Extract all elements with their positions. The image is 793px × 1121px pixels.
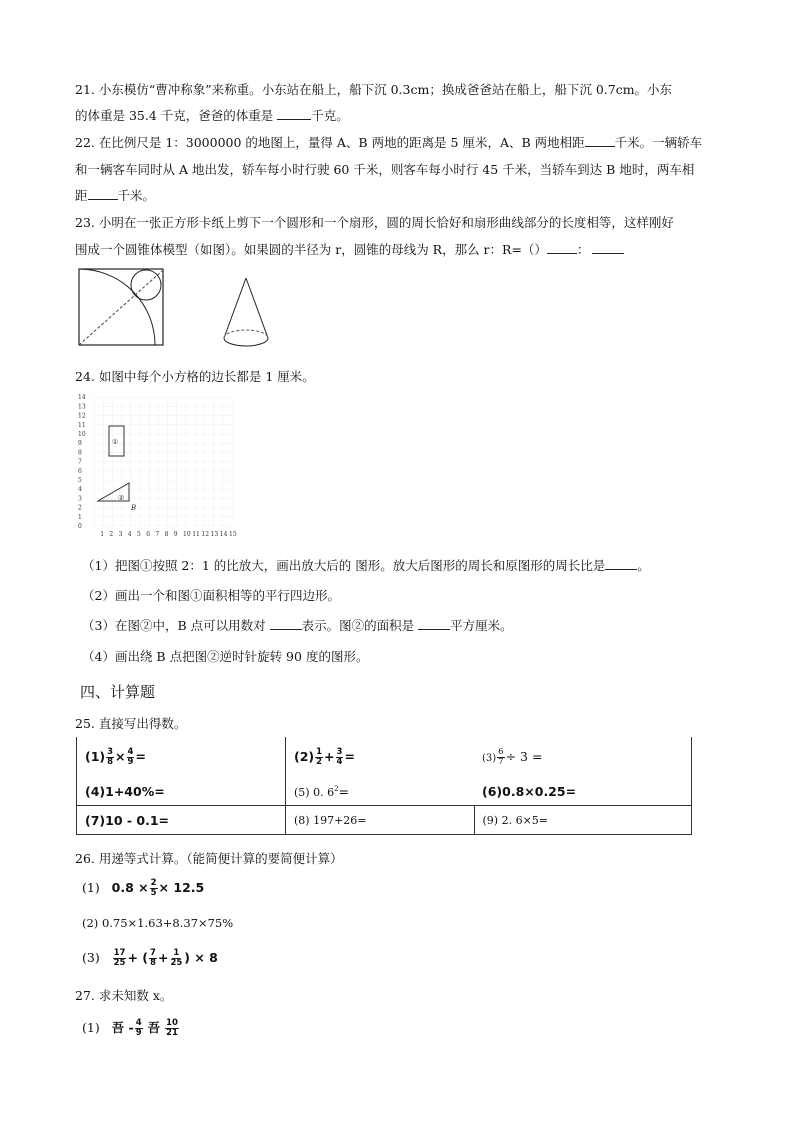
- cone-figure: [220, 276, 272, 350]
- q26-p2: (2) 0.75×1.63+8.37×75%: [82, 916, 234, 930]
- q22-line2: 和一辆客车同时从 A 地出发，轿车每小时行驶 60 千米，则客车每小时行 45 千米，当轿车到达 B 地时，两车相: [75, 162, 695, 177]
- answer-blank[interactable]: [605, 557, 637, 570]
- q24-sub1-text: （1）把图①按照 2：1 的比放大，画出放大后的 图形。放大后图形的周长和原图形的周长比是: [82, 558, 606, 573]
- y-tick-label: 1: [78, 513, 82, 521]
- y-tick-label: 0: [78, 523, 82, 530]
- q22-line3: [75, 186, 155, 204]
- y-tick-label: 2: [78, 504, 82, 512]
- q26-p3: (3) $\frac{17}{25}$ + ( $\frac{7}{8}$ + $\frac{1}{25}$ ) × 8: [82, 948, 218, 968]
- q26-p1: (1) 0.8 × $\frac{2}{5}$ × 12.5: [82, 878, 205, 898]
- q27-title: 27. 求未知数 x。: [75, 988, 173, 1003]
- y-tick-label: 5: [78, 477, 82, 484]
- q23-line2: [75, 240, 624, 258]
- x-tick-label: 10: [183, 531, 191, 538]
- answer-blank[interactable]: [547, 241, 577, 254]
- x-tick-label: 7: [155, 531, 160, 538]
- q26-title: 26. 用递等式计算。（能简便计算的要简便计算）: [75, 851, 343, 866]
- q24-sub1-end: 。: [637, 558, 650, 573]
- x-tick-label: 6: [146, 531, 151, 538]
- calc-cell-8: (8) 197+26=: [286, 806, 475, 835]
- q24-sub3: [82, 616, 513, 634]
- x-tick-label: 13: [210, 531, 219, 538]
- answer-blank[interactable]: [88, 187, 118, 200]
- q23-colon: ：: [576, 242, 590, 257]
- x-tick-label: 2: [109, 531, 114, 538]
- answer-blank[interactable]: [592, 241, 624, 254]
- y-tick-label: 11: [78, 421, 86, 429]
- calc-cell-6: (6)0.8×0.25=: [474, 777, 692, 806]
- answer-blank[interactable]: [270, 617, 302, 630]
- answer-blank[interactable]: [585, 134, 615, 147]
- y-tick-label: 6: [78, 467, 82, 475]
- x-tick-label: 15: [229, 531, 237, 538]
- x-tick-label: 3: [118, 531, 123, 538]
- q22-text2: 千米。一辆轿车: [614, 135, 703, 150]
- q22-line1: [75, 133, 702, 151]
- y-tick-label: 10: [78, 431, 86, 438]
- point-b-label: B: [131, 504, 137, 512]
- q27-p1: (1) 吾 - $\frac{4}{9}$ 吾 $\frac{10}{21}$: [82, 1018, 178, 1038]
- answer-blank[interactable]: [418, 617, 450, 630]
- y-tick-label: 9: [78, 440, 82, 448]
- calc-cell-5: (5) 0. $6^2=$: [286, 777, 475, 806]
- q24-sub3-text: （3）在图②中，B 点可以用数对: [82, 618, 270, 633]
- calc-cell-9: (9) 2. 6×5=: [474, 806, 692, 835]
- q23-text: 围成一个圆锥体模型（如图）。如果圆的半径为 r，圆锥的母线为 R，那么 r：R=（）: [75, 242, 547, 257]
- answer-blank[interactable]: [277, 107, 311, 120]
- calc-table: [76, 737, 692, 835]
- calc-cell-7: (7)10 - 0.1=: [77, 806, 286, 835]
- y-tick-label: 12: [78, 412, 86, 420]
- q22-text: 22. 在比例尺是 1：3000000 的地图上，量得 A、B 两地的距离是 5 厘米，A、B 两地相距: [75, 135, 585, 150]
- q24-sub3-unit: 平方厘米。: [450, 618, 513, 633]
- y-tick-label: 7: [78, 458, 82, 466]
- q22-unit: 千米。: [117, 188, 156, 203]
- q24-sub4: （4）画出绕 B 点把图②逆时针旋转 90 度的图形。: [82, 649, 369, 664]
- x-tick-label: 9: [173, 531, 178, 538]
- y-tick-label: 4: [78, 486, 82, 494]
- y-tick-label: 13: [78, 403, 86, 411]
- y-tick-label: 3: [78, 495, 82, 503]
- x-tick-label: 12: [201, 531, 210, 538]
- x-tick-label: 14: [219, 531, 228, 538]
- q24-sub2: （2）画出一个和图①面积相等的平行四边形。: [82, 588, 340, 603]
- q21-text: 的体重是 35.4 千克，爸爸的体重是: [75, 108, 278, 123]
- shape-1-label: ①: [112, 438, 119, 446]
- q21-line1: 21. 小东模仿“曹冲称象”来称重。小东站在船上，船下沉 0.3cm；换成爸爸站在船上，船下沉 0.7cm。小东: [75, 82, 673, 97]
- x-tick-label: 8: [164, 531, 169, 538]
- q25-title: 25. 直接写出得数。: [75, 716, 187, 731]
- x-tick-label: 5: [137, 531, 141, 538]
- shape-2-label: ②: [118, 494, 125, 502]
- q24-sub3-text2: 表示。图②的面积是: [301, 618, 419, 633]
- x-tick-label: 11: [192, 531, 200, 538]
- q24-title: 24. 如图中每个小方格的边长都是 1 厘米。: [75, 369, 315, 384]
- calc-cell-4: (4)1+40%=: [77, 777, 286, 806]
- y-tick-label: 8: [78, 449, 82, 457]
- q24-sub1: [82, 556, 650, 574]
- calc-cell-3: (3) $\frac{6}{7}$ ÷ 3 =: [474, 737, 692, 777]
- q22-text3: 距: [75, 188, 88, 203]
- section-title: 四、计算题: [80, 683, 156, 701]
- q21-line2: [75, 106, 349, 124]
- q23-line1: 23. 小明在一张正方形卡纸上剪下一个圆形和一个扇形，圆的周长恰好和扇形曲线部分的长度相等，这样刚好: [75, 215, 674, 230]
- x-tick-label: 4: [127, 531, 132, 538]
- square-card-figure: [78, 268, 168, 348]
- x-tick-label: 1: [100, 531, 105, 538]
- q21-unit: 千克。: [311, 108, 349, 123]
- calc-cell-1: (1) $\frac{3}{8}$ × $\frac{4}{9}$ =: [77, 737, 286, 777]
- y-tick-label: 14: [78, 394, 86, 402]
- coordinate-grid: [74, 391, 254, 541]
- calc-cell-2: (2) $\frac{1}{2}$ + $\frac{3}{4}$ =: [294, 746, 355, 767]
